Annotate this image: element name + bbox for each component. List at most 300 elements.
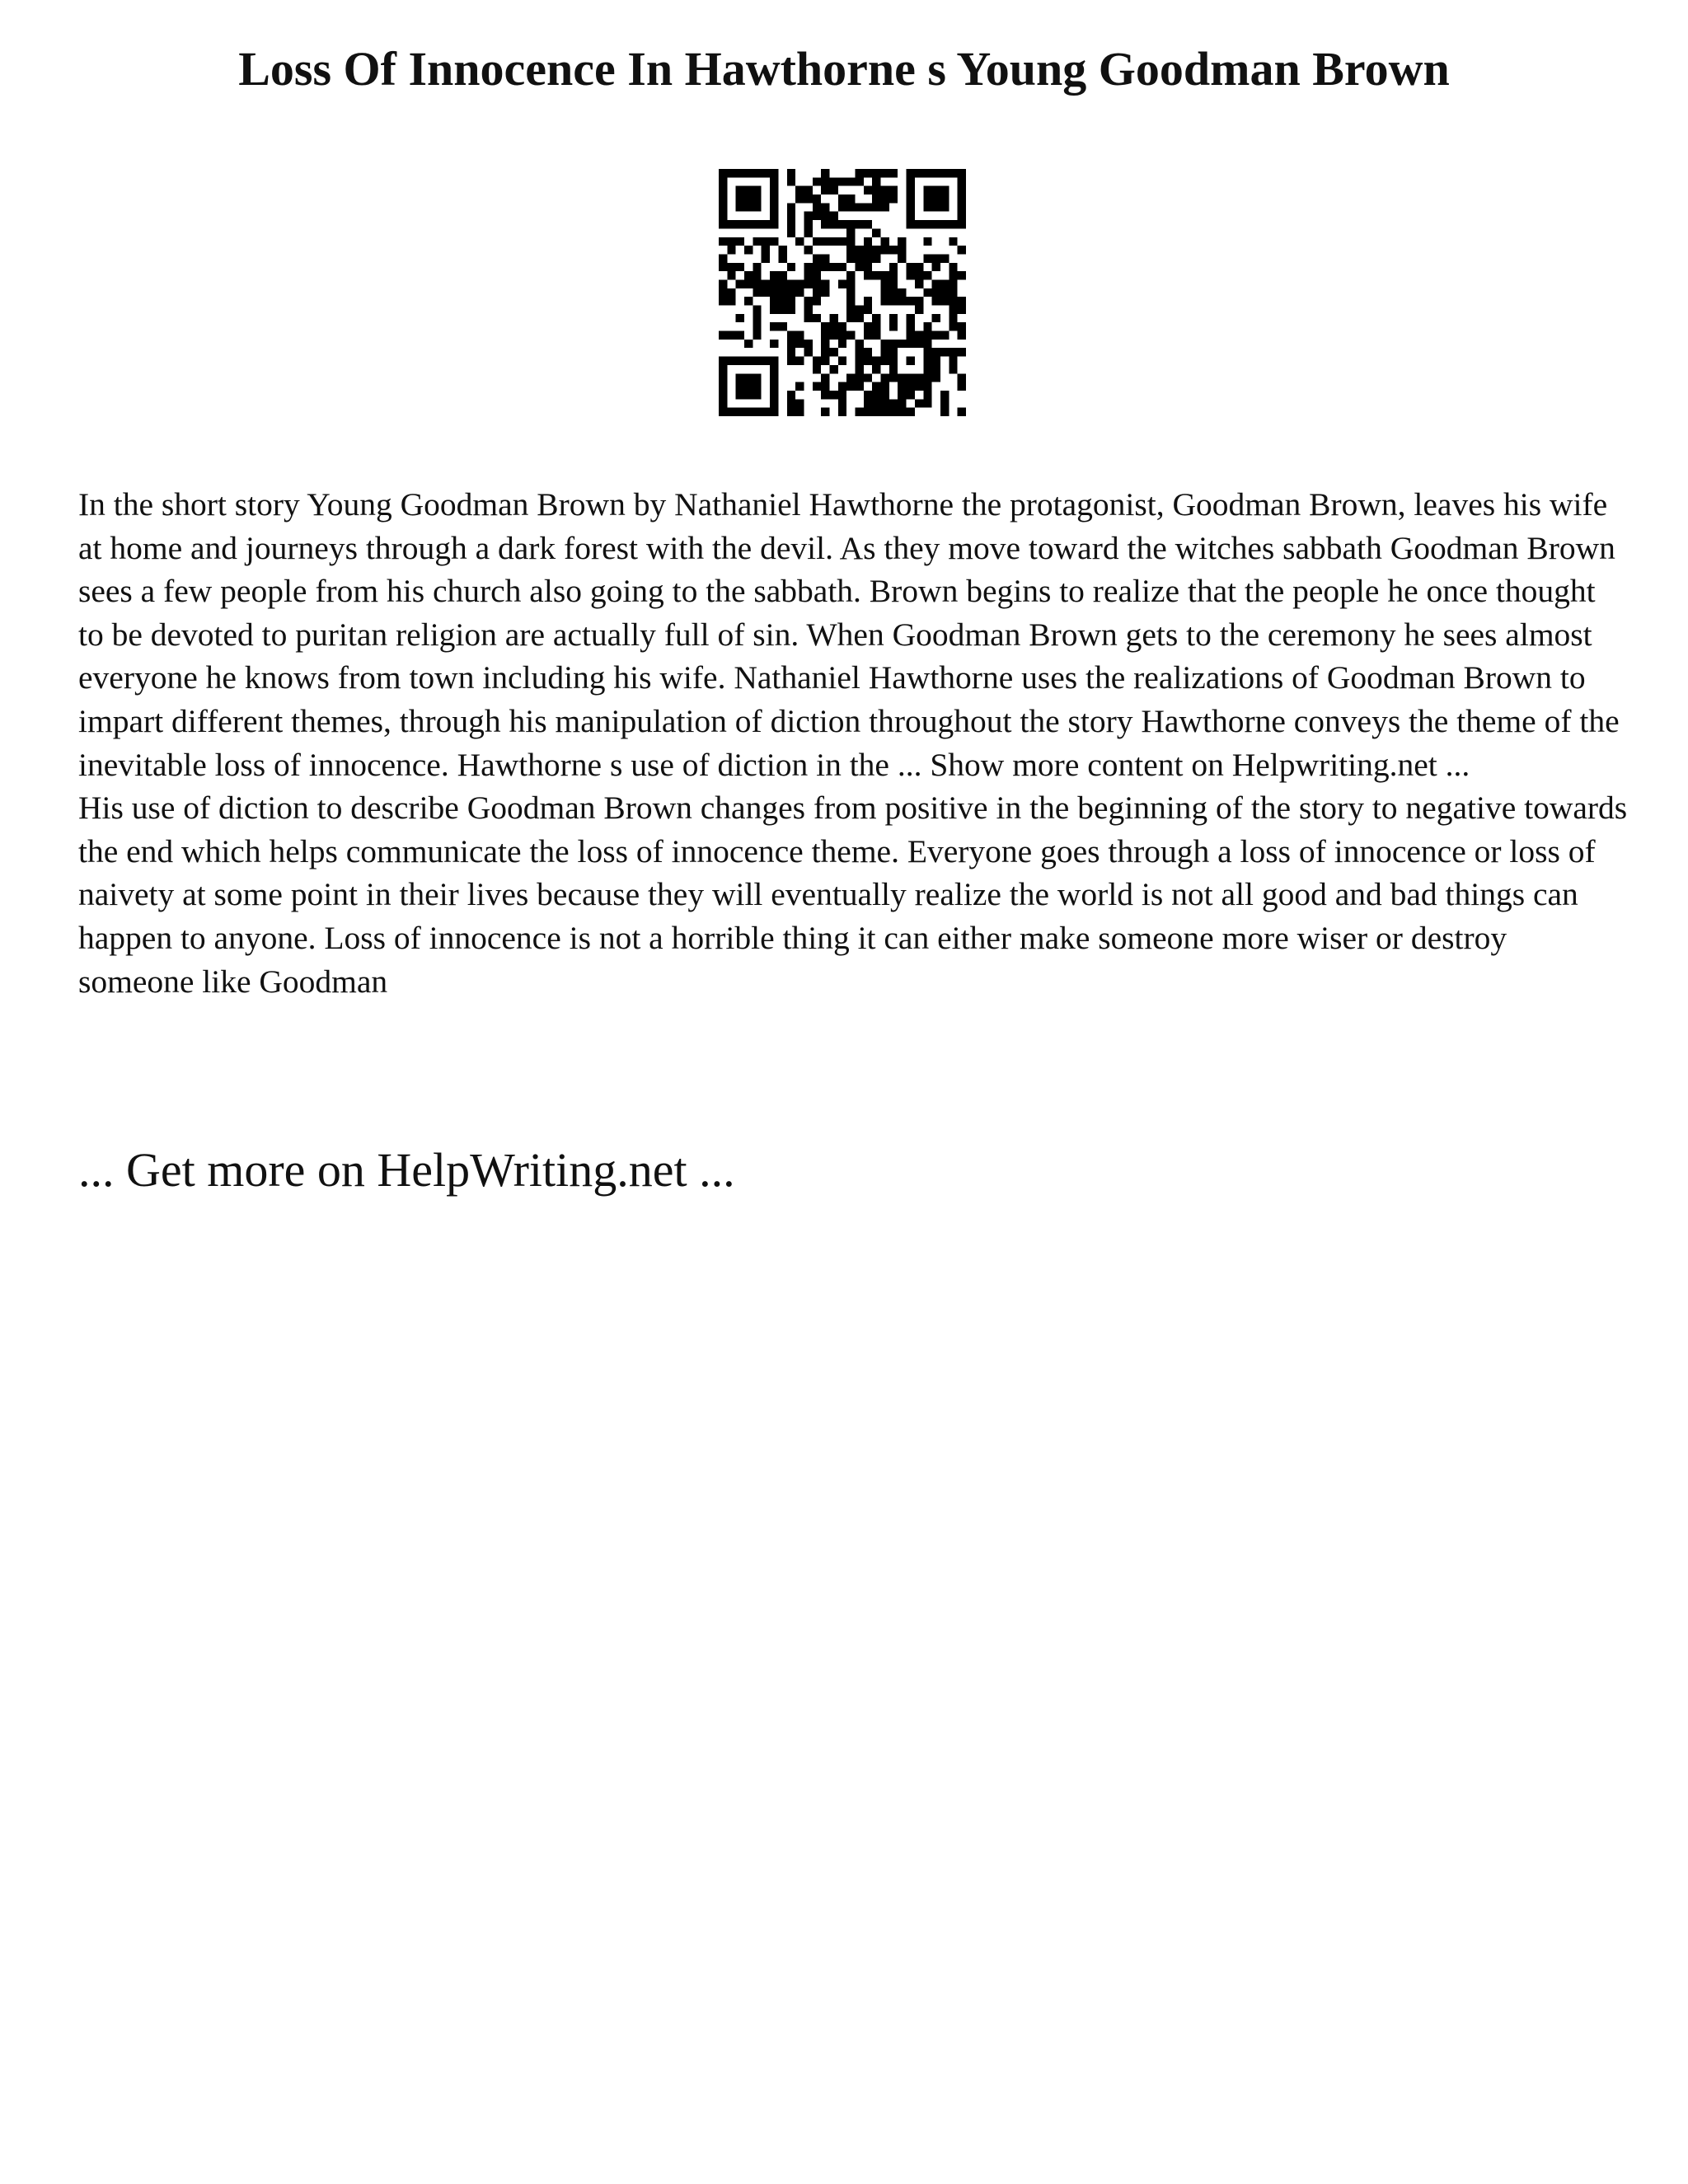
qr-module (736, 408, 744, 416)
document-title: Loss Of Innocence In Hawthorne s Young Goodman Brown (238, 42, 1450, 96)
qr-module (856, 203, 864, 211)
qr-module (846, 331, 855, 340)
qr-module (719, 408, 727, 416)
qr-module (949, 357, 957, 365)
qr-module (915, 279, 923, 288)
qr-module (932, 279, 940, 288)
qr-module (923, 237, 931, 246)
qr-module (753, 186, 761, 194)
qr-module (923, 169, 931, 177)
qr-module (923, 186, 931, 194)
qr-module (762, 408, 770, 416)
qr-module (762, 169, 770, 177)
qr-module (872, 246, 880, 254)
qr-module (872, 357, 880, 365)
qr-module (727, 271, 735, 279)
qr-module (881, 279, 889, 288)
qr-module (923, 340, 931, 348)
qr-module (753, 288, 761, 297)
qr-module (795, 340, 804, 348)
qr-module (846, 271, 855, 279)
qr-module (864, 306, 872, 314)
qr-module (804, 263, 812, 271)
qr-module (770, 169, 778, 177)
qr-module (907, 297, 915, 305)
qr-module (838, 331, 846, 340)
qr-module (838, 220, 846, 228)
qr-module (829, 322, 837, 330)
qr-module (719, 177, 727, 185)
qr-module (813, 237, 821, 246)
qr-module (932, 373, 940, 382)
qr-module (778, 254, 786, 262)
qr-module (949, 297, 957, 305)
qr-module (940, 203, 949, 211)
qr-module (932, 194, 940, 203)
qr-module (744, 203, 753, 211)
qr-module (787, 340, 795, 348)
qr-module (898, 340, 906, 348)
qr-module (907, 263, 915, 271)
qr-module (958, 169, 966, 177)
qr-module (787, 203, 795, 211)
qr-module (889, 288, 898, 297)
qr-module (864, 169, 872, 177)
qr-module (940, 254, 949, 262)
qr-module (958, 220, 966, 228)
qr-module (940, 194, 949, 203)
qr-module (915, 220, 923, 228)
qr-module (872, 194, 880, 203)
qr-module (898, 297, 906, 305)
qr-module (932, 348, 940, 356)
qr-module (829, 391, 837, 399)
qr-module (770, 186, 778, 194)
qr-module (770, 399, 778, 407)
qr-module (898, 408, 906, 416)
qr-module (838, 237, 846, 246)
qr-module (846, 288, 855, 297)
qr-module (940, 331, 949, 340)
qr-module (821, 348, 829, 356)
qr-module (864, 220, 872, 228)
qr-module (719, 194, 727, 203)
qr-module (736, 220, 744, 228)
qr-module (770, 322, 778, 330)
qr-module (940, 297, 949, 305)
qr-module (770, 271, 778, 279)
qr-module (907, 391, 915, 399)
qr-module (813, 288, 821, 297)
qr-module (813, 314, 821, 322)
qr-module (907, 340, 915, 348)
qr-code-icon[interactable] (719, 169, 966, 416)
qr-module (719, 186, 727, 194)
qr-module (795, 399, 804, 407)
qr-module (898, 237, 906, 246)
qr-module (872, 228, 880, 237)
qr-module (907, 194, 915, 203)
qr-module (787, 177, 795, 185)
qr-module (940, 391, 949, 399)
qr-module (881, 340, 889, 348)
qr-module (795, 357, 804, 365)
qr-module (856, 340, 864, 348)
qr-module (753, 373, 761, 382)
qr-module (864, 203, 872, 211)
qr-module (719, 212, 727, 220)
qr-module (940, 169, 949, 177)
qr-module (744, 246, 753, 254)
qr-module (889, 365, 898, 373)
qr-module (753, 357, 761, 365)
qr-module (932, 365, 940, 373)
qr-module (744, 373, 753, 382)
qr-module (846, 194, 855, 203)
qr-module (736, 382, 744, 391)
qr-module (881, 203, 889, 211)
qr-module (719, 297, 727, 305)
qr-module (846, 297, 855, 305)
qr-module (719, 373, 727, 382)
qr-module (821, 322, 829, 330)
qr-module (838, 279, 846, 288)
qr-module (958, 306, 966, 314)
qr-module (736, 391, 744, 399)
qr-module (872, 365, 880, 373)
qr-module (889, 279, 898, 288)
qr-module (821, 357, 829, 365)
qr-module (856, 177, 864, 185)
qr-module (915, 399, 923, 407)
qr-module (881, 237, 889, 246)
qr-module (762, 279, 770, 288)
qr-module (881, 382, 889, 391)
qr-module (829, 177, 837, 185)
qr-module (821, 237, 829, 246)
qr-module (856, 373, 864, 382)
qr-module (727, 297, 735, 305)
qr-module (915, 331, 923, 340)
qr-module (872, 322, 880, 330)
qr-module (864, 408, 872, 416)
qr-module (958, 203, 966, 211)
qr-module (923, 373, 931, 382)
qr-module (898, 246, 906, 254)
qr-module (744, 271, 753, 279)
qr-module (923, 348, 931, 356)
qr-module (778, 271, 786, 279)
qr-module (787, 357, 795, 365)
qr-module (881, 357, 889, 365)
qr-module (821, 279, 829, 288)
qr-module (719, 391, 727, 399)
qr-module (736, 314, 744, 322)
qr-module (727, 169, 735, 177)
qr-module (813, 203, 821, 211)
qr-module (932, 288, 940, 297)
qr-module (907, 271, 915, 279)
qr-module (907, 382, 915, 391)
qr-module (813, 263, 821, 271)
qr-module (907, 373, 915, 382)
qr-module (932, 254, 940, 262)
qr-module (829, 365, 837, 373)
qr-module (856, 408, 864, 416)
qr-module (736, 169, 744, 177)
qr-module (795, 408, 804, 416)
qr-module (949, 322, 957, 330)
qr-module (727, 408, 735, 416)
qr-module (753, 322, 761, 330)
qr-module (719, 288, 727, 297)
qr-module (932, 220, 940, 228)
qr-module (795, 194, 804, 203)
qr-module (898, 254, 906, 262)
qr-module (958, 382, 966, 391)
qr-module (753, 408, 761, 416)
qr-module (753, 203, 761, 211)
qr-module (864, 391, 872, 399)
qr-module (864, 263, 872, 271)
qr-module (829, 186, 837, 194)
qr-module (829, 348, 837, 356)
qr-module (940, 408, 949, 416)
qr-module (813, 279, 821, 288)
qr-module (787, 306, 795, 314)
qr-module (770, 288, 778, 297)
qr-module (829, 220, 837, 228)
qr-module (719, 263, 727, 271)
qr-module (787, 348, 795, 356)
qr-module (838, 177, 846, 185)
qr-module (770, 220, 778, 228)
qr-module (838, 357, 846, 365)
qr-module (744, 340, 753, 348)
qr-module (838, 399, 846, 407)
qr-module (727, 331, 735, 340)
qr-module (719, 254, 727, 262)
qr-module (787, 279, 795, 288)
qr-module (881, 399, 889, 407)
qr-module (856, 314, 864, 322)
qr-module (727, 263, 735, 271)
qr-module (813, 271, 821, 279)
qr-module (762, 254, 770, 262)
qr-module (958, 194, 966, 203)
qr-module (915, 263, 923, 271)
qr-module (958, 373, 966, 382)
qr-module (838, 408, 846, 416)
qr-module (856, 169, 864, 177)
qr-module (770, 237, 778, 246)
qr-module (923, 391, 931, 399)
qr-module (719, 203, 727, 211)
qr-module (804, 212, 812, 220)
qr-module (821, 288, 829, 297)
qr-module (915, 297, 923, 305)
qr-module (923, 382, 931, 391)
qr-module (778, 246, 786, 254)
qr-module (881, 194, 889, 203)
qr-module (719, 357, 727, 365)
qr-module (770, 177, 778, 185)
qr-module (821, 382, 829, 391)
qr-module (770, 373, 778, 382)
qr-module (744, 186, 753, 194)
qr-module (872, 391, 880, 399)
qr-module (821, 340, 829, 348)
qr-module (864, 348, 872, 356)
qr-module (787, 399, 795, 407)
qr-module (813, 365, 821, 373)
qr-module (838, 391, 846, 399)
qr-module (846, 306, 855, 314)
qr-module (923, 365, 931, 373)
qr-module (881, 271, 889, 279)
qr-module (753, 237, 761, 246)
qr-module (770, 357, 778, 365)
qr-module (770, 203, 778, 211)
qr-module (856, 382, 864, 391)
qr-module (744, 408, 753, 416)
qr-module (821, 254, 829, 262)
qr-module (753, 169, 761, 177)
qr-module (846, 382, 855, 391)
qr-module (787, 169, 795, 177)
qr-module (838, 194, 846, 203)
qr-module (787, 297, 795, 305)
qr-module (778, 288, 786, 297)
qr-module (838, 263, 846, 271)
qr-module (770, 297, 778, 305)
qr-module (719, 279, 727, 288)
qr-module (856, 263, 864, 271)
qr-module (907, 331, 915, 340)
qr-module (804, 271, 812, 279)
qr-module (753, 263, 761, 271)
qr-module (813, 194, 821, 203)
qr-module (889, 373, 898, 382)
qr-module (932, 186, 940, 194)
qr-module (907, 212, 915, 220)
qr-module (856, 365, 864, 373)
qr-module (907, 169, 915, 177)
qr-module (744, 297, 753, 305)
qr-module (821, 177, 829, 185)
qr-module (898, 399, 906, 407)
qr-module (787, 288, 795, 297)
qr-module (923, 288, 931, 297)
qr-module (753, 382, 761, 391)
get-more-link[interactable]: ... Get more on HelpWriting.net ... (78, 1143, 735, 1197)
qr-module (813, 212, 821, 220)
qr-module (881, 297, 889, 305)
qr-module (864, 186, 872, 194)
qr-module (829, 237, 837, 246)
qr-module (923, 271, 931, 279)
qr-module (949, 288, 957, 297)
qr-module (881, 391, 889, 399)
qr-module (719, 399, 727, 407)
qr-module (889, 348, 898, 356)
qr-module (804, 340, 812, 348)
qr-module (762, 237, 770, 246)
qr-module (932, 314, 940, 322)
qr-module (940, 220, 949, 228)
qr-module (872, 331, 880, 340)
qr-module (753, 331, 761, 340)
qr-module (915, 340, 923, 348)
qr-module (864, 297, 872, 305)
qr-module (846, 314, 855, 322)
qr-module (804, 220, 812, 228)
qr-module (821, 220, 829, 228)
qr-module (821, 186, 829, 194)
qr-module (813, 297, 821, 305)
qr-module (898, 382, 906, 391)
qr-module (787, 408, 795, 416)
qr-module (940, 288, 949, 297)
qr-module (744, 279, 753, 288)
qr-module (923, 194, 931, 203)
qr-module (915, 373, 923, 382)
qr-module (846, 237, 855, 246)
qr-module (958, 331, 966, 340)
qr-module (770, 306, 778, 314)
qr-module (787, 331, 795, 340)
qr-module (804, 194, 812, 203)
qr-module (744, 169, 753, 177)
qr-module (856, 246, 864, 254)
qr-module (727, 220, 735, 228)
qr-module (898, 391, 906, 399)
qr-module (889, 314, 898, 322)
qr-module (753, 220, 761, 228)
qr-module (736, 237, 744, 246)
qr-module (932, 297, 940, 305)
qr-module (770, 365, 778, 373)
qr-module (889, 186, 898, 194)
qr-module (753, 279, 761, 288)
qr-module (846, 220, 855, 228)
body-paragraph-2: His use of diction to describe Goodman Brown changes from positive in the beginning of the story to negative towards the end which helps communicate the loss of innocence theme. Everyone goes through a loss of innocence or loss of naivety at some point in their lives because they will eventually realize the world is not all good and bad things can happen to anyone. Loss of innocence is not a horrible thing it can either make someone more wiser or destroy someone like Goodman (78, 790, 1628, 1000)
qr-module (744, 220, 753, 228)
qr-module (856, 306, 864, 314)
qr-module (770, 279, 778, 288)
qr-module (889, 169, 898, 177)
qr-module (889, 340, 898, 348)
qr-module (821, 212, 829, 220)
qr-module (949, 237, 957, 246)
qr-module (889, 408, 898, 416)
qr-module (872, 408, 880, 416)
qr-module (770, 408, 778, 416)
qr-module (958, 177, 966, 185)
qr-module (872, 186, 880, 194)
qr-module (907, 203, 915, 211)
qr-module (753, 306, 761, 314)
qr-module (813, 254, 821, 262)
qr-module (727, 288, 735, 297)
qr-module (770, 340, 778, 348)
qr-module (778, 297, 786, 305)
qr-module (958, 271, 966, 279)
qr-module (787, 220, 795, 228)
qr-module (795, 288, 804, 297)
qr-module (804, 246, 812, 254)
qr-module (736, 357, 744, 365)
